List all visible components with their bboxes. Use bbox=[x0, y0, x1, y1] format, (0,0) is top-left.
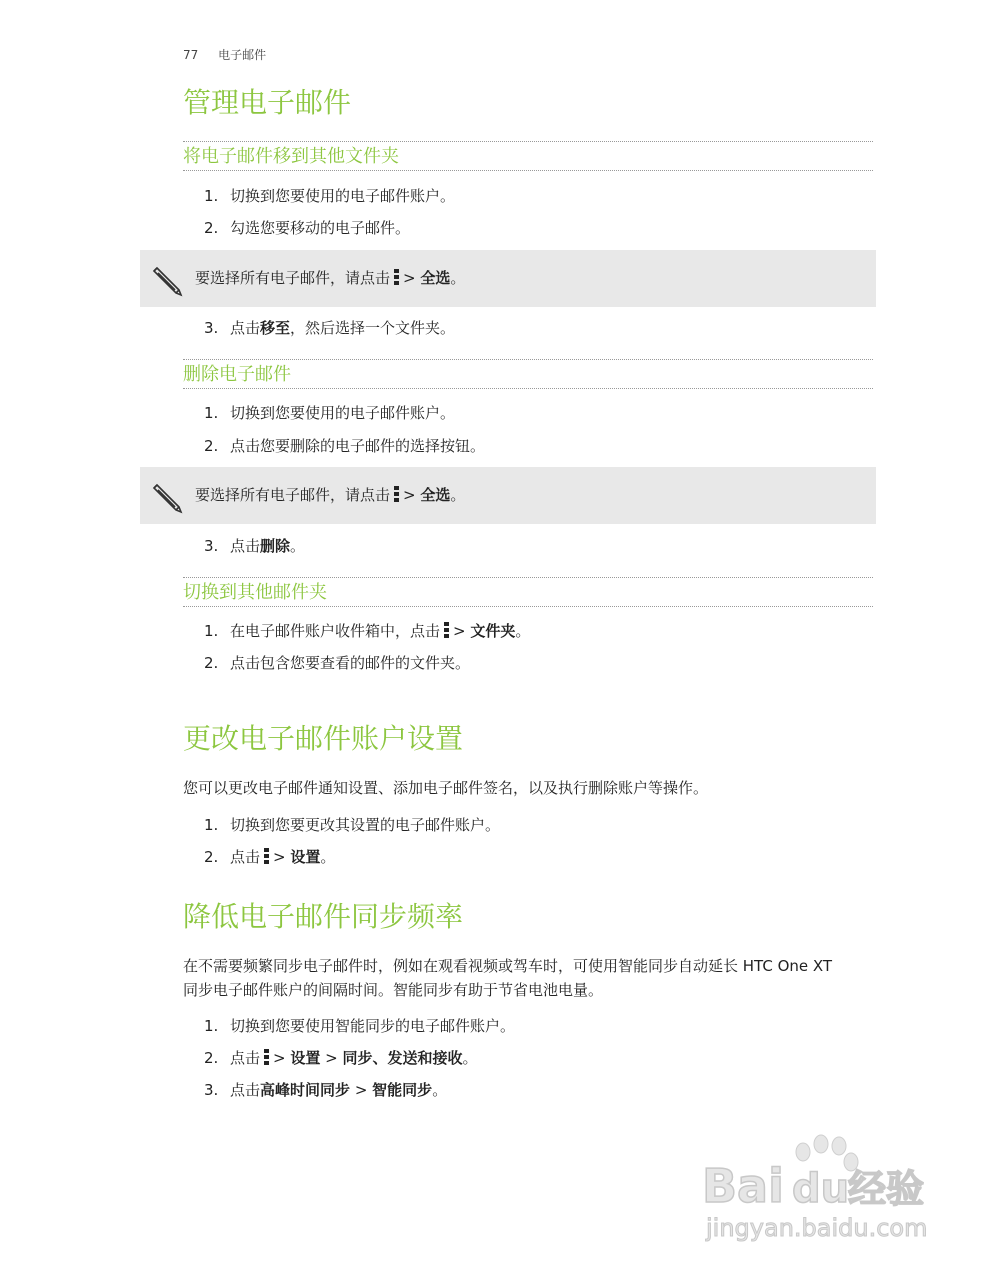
note-text: 要选择所有电子邮件，请点击 > 全选。 bbox=[195, 269, 466, 287]
page-header bbox=[183, 46, 282, 63]
delete-email-subheading: 删除电子邮件 bbox=[183, 359, 873, 389]
menu-icon bbox=[394, 486, 399, 502]
move-step-2: 2. 勾选您要移动的电子邮件。 bbox=[204, 219, 411, 237]
switch-step-2: 2. 点击包含您要查看的邮件的文件夹。 bbox=[204, 654, 471, 672]
move-step-1: 1. 切换到您要使用的电子邮件账户。 bbox=[204, 187, 456, 205]
menu-icon bbox=[264, 848, 269, 864]
note-box bbox=[140, 250, 876, 307]
move-email-subheading: 将电子邮件移到其他文件夹 bbox=[183, 141, 873, 171]
pencil-icon bbox=[148, 477, 186, 515]
watermark-cn: 经验 bbox=[848, 1167, 925, 1211]
watermark-brand-du: du bbox=[792, 1166, 850, 1212]
delete-step-3: 3. 点击删除。 bbox=[204, 537, 306, 555]
menu-icon bbox=[394, 269, 399, 285]
delete-step-2: 2. 点击您要删除的电子邮件的选择按钮。 bbox=[204, 437, 486, 455]
account-settings-heading: 更改电子邮件账户设置 bbox=[183, 722, 464, 755]
note-text: 要选择所有电子邮件，请点击 > 全选。 bbox=[195, 486, 466, 504]
sync-step-3: 3. 点击高峰时间同步 > 智能同步。 bbox=[204, 1081, 448, 1099]
sync-intro: 在不需要频繁同步电子邮件时，例如在观看视频或驾车时，可使用智能同步自动延长 HTC One XT 同步电子邮件账户的间隔时间。智能同步有助于节省电池电量。 bbox=[183, 957, 833, 999]
chapter-title: 电子邮件 bbox=[218, 48, 267, 62]
sync-step-2: 2. 点击 > 设置 > 同步、发送和接收。 bbox=[204, 1049, 478, 1067]
watermark-brand: Bai bbox=[702, 1159, 784, 1213]
settings-step-2: 2. 点击 > 设置。 bbox=[204, 848, 336, 866]
menu-icon bbox=[264, 1049, 269, 1065]
move-step-3: 3. 点击移至，然后选择一个文件夹。 bbox=[204, 319, 456, 337]
switch-step-1: 1. 在电子邮件账户收件箱中，点击 > 文件夹。 bbox=[204, 622, 531, 640]
pencil-icon bbox=[148, 260, 186, 298]
delete-step-1: 1. 切换到您要使用的电子邮件账户。 bbox=[204, 404, 456, 422]
watermark-url: jingyan.baidu.com bbox=[706, 1214, 928, 1242]
note-box bbox=[140, 467, 876, 524]
sync-step-1: 1. 切换到您要使用智能同步的电子邮件账户。 bbox=[204, 1017, 516, 1035]
settings-step-1: 1. 切换到您要更改其设置的电子邮件账户。 bbox=[204, 816, 501, 834]
baidu-jingyan-watermark bbox=[700, 1130, 935, 1245]
settings-intro: 您可以更改电子邮件通知设置、添加电子邮件签名，以及执行删除账户等操作。 bbox=[183, 779, 709, 797]
sync-frequency-heading: 降低电子邮件同步频率 bbox=[183, 900, 464, 933]
menu-icon bbox=[444, 622, 449, 638]
switch-folder-subheading: 切换到其他邮件夹 bbox=[183, 577, 873, 607]
page-number: 77 bbox=[183, 48, 199, 62]
manage-email-heading: 管理电子邮件 bbox=[183, 86, 352, 119]
